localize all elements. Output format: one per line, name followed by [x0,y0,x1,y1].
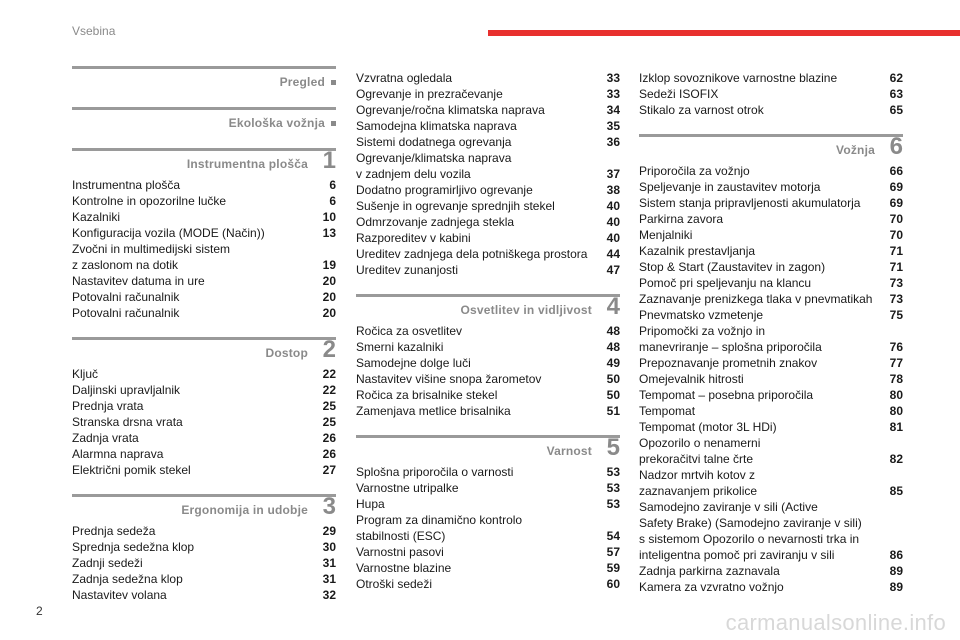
entry-title: Vzvratna ogledala [356,71,453,85]
entry-page: 70 [889,212,903,226]
entry-title: Ogrevanje in prezračevanje [356,87,503,101]
toc-entry[interactable] [639,227,903,243]
entry-page: 71 [889,244,903,258]
entry-page: 66 [889,164,903,178]
toc-entry[interactable] [639,403,903,419]
section-title[interactable] [836,143,875,157]
entry-page: 34 [606,103,620,117]
toc-entry[interactable] [356,512,620,544]
entry-title: Razporeditev v kabini [356,231,471,245]
entry-title: Tempomat (motor 3L HDi) [639,420,777,434]
entry-title: Prednja sedeža [72,524,156,538]
entry-title: Kazalniki [72,210,121,224]
header-accent-bar [488,30,960,36]
entry-page: 77 [889,356,903,370]
entry-title: Zadnja vrata [72,431,139,445]
entry-title: Tempomat – posebna priporočila [639,388,814,402]
toc-entry[interactable] [72,587,336,603]
entry-title: Kazalnik prestavljanja [639,244,756,258]
entry-page: 31 [322,572,336,586]
toc-section [639,134,903,595]
toc-entry[interactable] [639,86,903,102]
toc-section [639,70,903,118]
entry-page: 22 [322,383,336,397]
toc-section [72,337,336,478]
toc-entry[interactable] [639,275,903,291]
entry-title: Instrumentna plošča [72,178,181,192]
entry-title: Zadnja parkirna zaznavala [639,564,780,578]
toc-entry[interactable] [356,464,620,480]
entry-page: 60 [606,577,620,591]
section-title-text: Instrumentna plošča [186,157,308,171]
entry-title: Kamera za vzvratno vožnjo [639,580,784,594]
toc-section [356,294,620,419]
entry-title: Ključ [72,367,99,381]
entry-title: Program za dinamično kontrolo stabilnosti (ESC) [356,513,523,543]
toc-entry[interactable] [356,371,620,387]
entry-title: Varnostne utripalke [356,481,459,495]
entry-page: 30 [322,540,336,554]
toc-entry[interactable] [356,246,620,262]
entry-page: 59 [606,561,620,575]
toc-section [72,148,336,321]
toc-entry[interactable] [72,523,336,539]
entry-title: Potovalni računalnik [72,290,180,304]
toc-entry[interactable] [72,366,336,382]
entry-page: 32 [322,588,336,602]
entry-title: Otroški sedeži [356,577,433,591]
entry-title: Zvočni in multimedijski sistem z zaslonom na dotik [72,242,231,272]
entry-page: 20 [322,290,336,304]
toc-entry[interactable] [639,371,903,387]
entry-page: 51 [606,404,620,418]
section-title-text: Pregled [279,75,325,89]
section-title-text: Dostop [265,346,308,360]
toc-entry[interactable] [72,539,336,555]
entry-page: 86 [889,548,903,562]
toc-section [72,107,336,132]
entry-page: 20 [322,274,336,288]
section-header [72,494,336,521]
entry-title: Nastavitev višine snopa žarometov [356,372,542,386]
entry-page: 25 [322,415,336,429]
entry-title: Ureditev zunanjosti [356,263,459,277]
entry-page: 89 [889,564,903,578]
entry-page: 19 [322,258,336,272]
entry-page: 38 [606,183,620,197]
entry-title: Samodejne dolge luči [356,356,471,370]
toc-entry[interactable] [72,289,336,305]
section-header [356,435,620,462]
entry-title: Zadnja sedežna klop [72,572,183,586]
entry-page: 73 [889,292,903,306]
toc-entry[interactable] [356,102,620,118]
toc-entry[interactable] [639,291,903,307]
toc-entry[interactable] [639,387,903,403]
toc-entry[interactable] [72,446,336,462]
entry-title: Zadnji sedeži [72,556,143,570]
toc-entry[interactable] [639,179,903,195]
entry-title: Potovalni računalnik [72,306,180,320]
section-header [356,294,620,321]
toc-entry[interactable] [356,560,620,576]
entry-page: 47 [606,263,620,277]
entry-page: 69 [889,196,903,210]
entry-page: 53 [606,481,620,495]
toc-column-3 [639,70,903,611]
toc-entry[interactable] [72,209,336,225]
entry-page: 85 [889,484,903,498]
toc-entry[interactable] [356,198,620,214]
toc-entry[interactable] [356,339,620,355]
entry-title: Hupa [356,497,385,511]
toc-entry[interactable] [639,102,903,118]
toc-entry[interactable] [356,355,620,371]
entry-page: 57 [606,545,620,559]
toc-entry[interactable] [639,323,903,355]
entry-title: Pnevmatsko vzmetenje [639,308,764,322]
toc-column-1 [72,66,336,619]
toc-entry[interactable] [356,403,620,419]
entry-page: 25 [322,399,336,413]
section-title[interactable] [280,75,336,89]
section-number: 1 [322,147,336,174]
toc-entry[interactable] [356,480,620,496]
entry-title: Tempomat [639,404,696,418]
entry-page: 50 [606,388,620,402]
entry-title: Sistemi dodatnega ogrevanja [356,135,512,149]
toc-entry[interactable] [356,496,620,512]
toc-entry[interactable] [639,563,903,579]
toc-section [356,70,620,278]
toc-entry[interactable] [639,419,903,435]
entry-title: Ročica za osvetlitev [356,324,463,338]
entry-page: 69 [889,180,903,194]
entry-page: 63 [889,87,903,101]
entry-page: 48 [606,324,620,338]
toc-entry[interactable] [72,177,336,193]
toc-entry[interactable] [639,163,903,179]
entry-title: Pomoč pri speljevanju na klancu [639,276,812,290]
entry-page: 71 [889,260,903,274]
entry-title: Nastavitev datuma in ure [72,274,205,288]
entry-title: Smerni kazalniki [356,340,444,354]
section-title[interactable] [181,503,308,517]
entry-page: 22 [322,367,336,381]
entry-title: Izklop sovoznikove varnostne blazine [639,71,838,85]
section-number: 3 [322,493,336,520]
entry-page: 81 [889,420,903,434]
entry-page: 62 [889,71,903,85]
entry-title: Odmrzovanje zadnjega stekla [356,215,515,229]
entry-page: 10 [322,210,336,224]
entry-title: Stikalo za varnost otrok [639,103,764,117]
square-bullet-icon [331,80,336,85]
entry-title: Zamenjava metlice brisalnika [356,404,511,418]
toc-entry[interactable] [639,211,903,227]
entry-title: Splošna priporočila o varnosti [356,465,514,479]
toc-entry[interactable] [356,86,620,102]
header-title: Vsebina [72,24,116,38]
toc-entry[interactable] [356,323,620,339]
entry-page: 73 [889,276,903,290]
toc-entry[interactable] [639,70,903,86]
section-header [72,148,336,175]
toc-entry[interactable] [639,195,903,211]
entry-page: 31 [322,556,336,570]
toc-entry[interactable] [72,273,336,289]
entry-title: Konfiguracija vozila (MODE (Način)) [72,226,265,240]
entry-title: Ureditev zadnjega dela potniškega prostora [356,247,588,261]
entry-page: 40 [606,215,620,229]
entry-page: 37 [606,167,620,181]
toc-entry[interactable] [639,467,903,499]
entry-page: 70 [889,228,903,242]
entry-title: Stop & Start (Zaustavitev in zagon) [639,260,826,274]
entry-title: Varnostne blazine [356,561,452,575]
entry-page: 13 [322,226,336,240]
toc-entry[interactable] [356,134,620,150]
toc-entry[interactable] [72,225,336,241]
watermark: carmanualsonline.info [725,610,946,635]
entry-page: 49 [606,356,620,370]
toc-section [72,66,336,91]
entry-page: 35 [606,119,620,133]
section-title[interactable] [547,444,592,458]
entry-page: 75 [889,308,903,322]
entry-title: Alarmna naprava [72,447,164,461]
entry-page: 29 [322,524,336,538]
entry-page: 65 [889,103,903,117]
entry-page: 33 [606,71,620,85]
toc-entry[interactable] [72,398,336,414]
entry-page: 20 [322,306,336,320]
entry-title: Električni pomik stekel [72,463,191,477]
toc-entry[interactable] [639,243,903,259]
entry-title: Kontrolne in opozorilne lučke [72,194,227,208]
toc-column-2 [356,70,620,608]
entry-page: 26 [322,447,336,461]
entry-page: 89 [889,580,903,594]
toc-section [356,435,620,592]
toc-entry[interactable] [72,382,336,398]
entry-title: Samodejna klimatska naprava [356,119,517,133]
entry-page: 76 [889,340,903,354]
entry-title: Ogrevanje/ročna klimatska naprava [356,103,545,117]
entry-page: 27 [322,463,336,477]
section-title[interactable] [229,116,336,130]
entry-page: 33 [606,87,620,101]
entry-title: Menjalniki [639,228,693,242]
entry-page: 80 [889,404,903,418]
entry-title: Nadzor mrtvih kotov z zaznavanjem prikolice [639,468,758,498]
section-title-text: Varnost [546,444,592,458]
entry-title: Dodatno programirljivo ogrevanje [356,183,533,197]
entry-page: 40 [606,199,620,213]
entry-title: Sušenje in ogrevanje sprednjih stekel [356,199,555,213]
toc-entry[interactable] [356,262,620,278]
section-number: 6 [889,133,903,160]
entry-title: Nastavitev volana [72,588,167,602]
entry-page: 26 [322,431,336,445]
toc-entry[interactable] [72,241,336,273]
entry-title: Varnostni pasovi [356,545,444,559]
entry-title: Pripomočki za vožnjo in manevriranje – splošna priporočila [639,324,822,354]
section-title-text: Vožnja [836,143,875,157]
section-title-text: Ergonomija in udobje [181,503,308,517]
entry-title: Sistem stanja pripravljenosti akumulatorja [639,196,861,210]
toc-entry[interactable] [72,462,336,478]
section-header [72,107,336,132]
toc-entry[interactable] [72,555,336,571]
square-bullet-icon [331,121,336,126]
entry-title: Sedeži ISOFIX [639,87,719,101]
entry-title: Prepoznavanje prometnih znakov [639,356,818,370]
section-title-text: Ekološka vožnja [228,116,325,130]
entry-title: Opozorilo o nenamerni prekoračitvi talne črte [639,436,761,466]
entry-page: 82 [889,452,903,466]
entry-page: 48 [606,340,620,354]
toc-entry[interactable] [356,387,620,403]
entry-title: Omejevalnik hitrosti [639,372,744,386]
entry-title: Stranska drsna vrata [72,415,183,429]
toc-entry[interactable] [639,435,903,467]
section-number: 2 [322,336,336,363]
section-title[interactable] [187,157,308,171]
entry-title: Prednja vrata [72,399,144,413]
entry-title: Ogrevanje/klimatska naprava v zadnjem delu vozila [356,151,512,181]
toc-entry[interactable] [639,307,903,323]
entry-title: Speljevanje in zaustavitev motorja [639,180,821,194]
section-number: 5 [606,434,620,461]
toc-entry[interactable] [639,259,903,275]
section-header [639,134,903,161]
entry-title: Samodejno zaviranje v sili (Active Safety Brake) (Samodejno zaviranje v sili) s sistemom Opozorilo o nevarnosti trka in inteligentna pomoč pri zaviranju v sili [639,500,862,562]
section-header [72,66,336,91]
entry-page: 53 [606,497,620,511]
entry-title: Priporočila za vožnjo [639,164,750,178]
toc-entry[interactable] [356,182,620,198]
toc-entry[interactable] [639,579,903,595]
toc-entry[interactable] [639,355,903,371]
page-number: 2 [36,604,43,618]
toc-entry[interactable] [639,499,903,563]
entry-page: 53 [606,465,620,479]
toc-entry[interactable] [356,230,620,246]
toc-entry[interactable] [356,576,620,592]
entry-page: 54 [606,529,620,543]
toc-section [72,494,336,603]
toc-entry[interactable] [356,118,620,134]
toc-entry[interactable] [356,70,620,86]
entry-page: 6 [329,194,336,208]
entry-page: 44 [606,247,620,261]
entry-title: Parkirna zavora [639,212,724,226]
entry-title: Sprednja sedežna klop [72,540,195,554]
toc-entry[interactable] [356,214,620,230]
entry-page: 80 [889,388,903,402]
entry-title: Daljinski upravljalnik [72,383,181,397]
toc-entry[interactable] [72,414,336,430]
entry-page: 36 [606,135,620,149]
entry-page: 50 [606,372,620,386]
section-header [72,337,336,364]
toc-entry[interactable] [72,430,336,446]
entry-page: 6 [329,178,336,192]
section-title[interactable] [460,303,592,317]
toc-entry[interactable] [356,150,620,182]
entry-page: 40 [606,231,620,245]
section-title-text: Osvetlitev in vidljivost [460,303,592,317]
section-title[interactable] [265,346,308,360]
entry-title: Ročica za brisalnike stekel [356,388,498,402]
toc-entry[interactable] [72,193,336,209]
entry-title: Zaznavanje prenizkega tlaka v pnevmatikah [639,292,873,306]
section-number: 4 [606,293,620,320]
entry-page: 78 [889,372,903,386]
toc-entry[interactable] [72,305,336,321]
toc-entry[interactable] [356,544,620,560]
toc-entry[interactable] [72,571,336,587]
